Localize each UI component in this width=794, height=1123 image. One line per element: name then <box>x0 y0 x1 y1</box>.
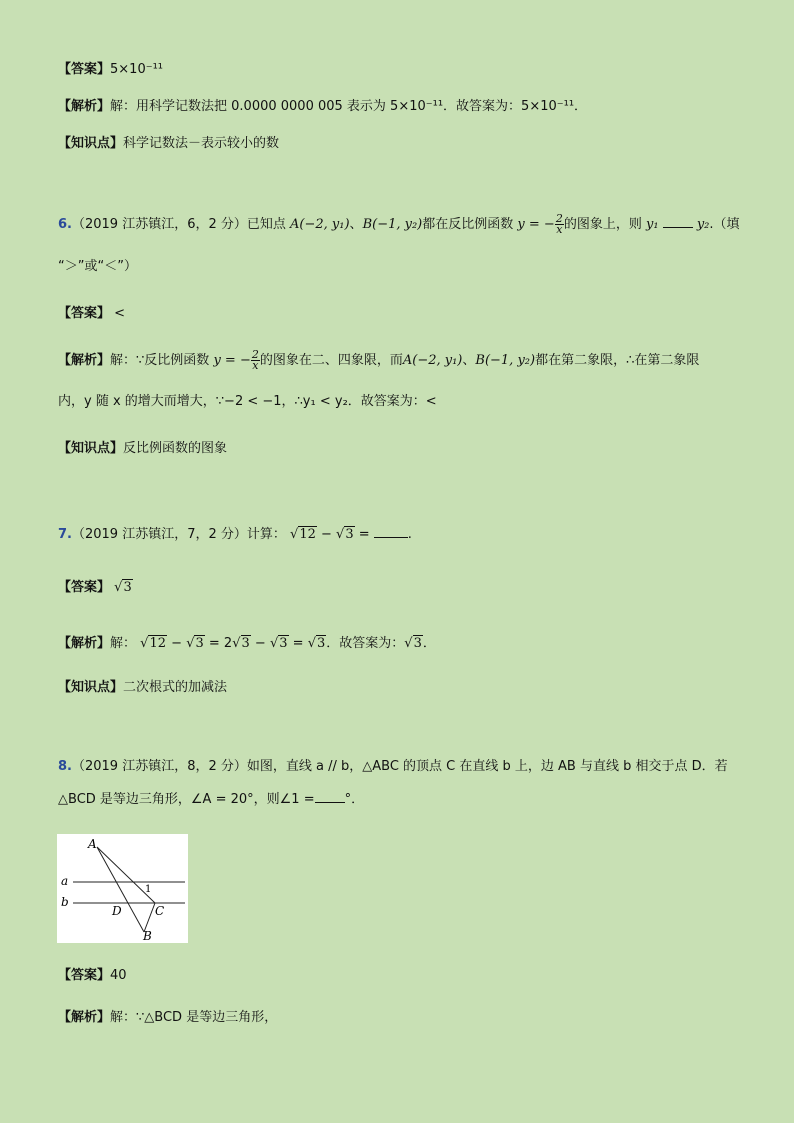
q6-text1: 都在反比例函数 <box>422 217 514 232</box>
sqrt-3: √3 <box>307 636 326 651</box>
label-b: b <box>61 895 69 909</box>
radicand: 3 <box>279 636 288 651</box>
q5-knowledge: 科学记数法－表示较小的数 <box>123 136 280 151</box>
q6-analysis-line2: 内，y 随 x 的增大而增大，∵−2 < −1，∴y₁ < y₂．故答案为：< <box>58 394 437 409</box>
sqrt-3: √3 <box>404 636 422 651</box>
point-b: B(−1, y₂) <box>362 217 423 232</box>
sqrt-3: √3 <box>232 636 250 651</box>
y2: y₂ <box>696 217 710 232</box>
q8-question-line1 <box>58 758 728 776</box>
fraction-numerator: 2 <box>555 212 563 225</box>
q6-question-line1 <box>58 214 740 235</box>
sqrt-3: √3 <box>269 636 288 651</box>
q7-question-line: 7.（2019 江苏镇江，7，2 分）计算： √12 − √3 = . <box>58 527 412 542</box>
radicand: 3 <box>195 636 204 651</box>
analysis-tag: 【解析】 <box>58 1010 111 1025</box>
q6-answer: < <box>114 306 126 321</box>
q6-question-line2 <box>58 258 137 276</box>
radicand: 3 <box>413 636 422 651</box>
q6-line2: “＞”或“＜”） <box>58 259 137 274</box>
label-a: a <box>61 874 69 888</box>
function-left: y = − <box>517 217 555 232</box>
fraction-numerator: 2 <box>251 348 259 361</box>
radicand: 12 <box>299 527 316 542</box>
q8-question-line2 <box>58 790 364 809</box>
q6-knowledge: 反比例函数的图象 <box>123 441 228 456</box>
separator: 、 <box>349 217 363 232</box>
q5-analysis-line <box>58 98 587 116</box>
separator: 、 <box>462 353 476 368</box>
y1: y₁ <box>645 217 659 232</box>
q6-text3: .（填 <box>709 217 740 232</box>
answer-blank <box>374 525 408 538</box>
q6-analysis-b: 的图象在二、四象限，而 <box>259 353 403 368</box>
question-number: 7. <box>58 527 72 542</box>
q6-text2: 的图象上，则 <box>563 217 642 232</box>
q8-line2: △BCD 是等边三角形，∠A = 20°，则∠1 = <box>58 792 315 807</box>
q8-answer: 40 <box>110 968 127 983</box>
q8-source: （2019 江苏镇江，8，2 分）如图，直线 a // b，△ABC 的顶点 C 在直线 b 上，边 AB 与直线 b 相交于点 D．若 <box>71 759 728 774</box>
analysis-tag: 【解析】 <box>58 99 111 114</box>
q7-answer: √3 <box>114 580 132 595</box>
answer-tag: 【答案】 <box>58 580 111 595</box>
analysis-tag: 【解析】 <box>58 636 111 651</box>
knowledge-tag: 【知识点】 <box>58 441 124 456</box>
q7-knowledge-line <box>58 679 227 697</box>
q7-knowledge: 二次根式的加减法 <box>123 680 228 695</box>
label-B: B <box>143 929 152 943</box>
function-left: y = − <box>213 353 251 368</box>
q5-answer-line <box>58 61 163 79</box>
q6-answer-line <box>58 305 125 323</box>
point-a: A(−2, y₁) <box>402 353 463 368</box>
answer-tag: 【答案】 <box>58 306 111 321</box>
q5-knowledge-line <box>58 135 279 153</box>
triangle-diagram <box>57 834 188 943</box>
fraction-denominator: x <box>556 223 563 236</box>
q6-analysis-c: 都在第二象限，∴在第二象限 <box>535 353 700 368</box>
q7-answer-line <box>58 579 133 597</box>
analysis-tag: 【解析】 <box>58 353 111 368</box>
q6-source: （2019 江苏镇江，6，2 分）已知点 <box>71 217 286 232</box>
radicand: 12 <box>149 636 167 651</box>
segment-ab <box>97 847 144 932</box>
radicand: 3 <box>345 527 354 542</box>
label-D: D <box>112 904 122 918</box>
question-number: 8. <box>58 759 72 774</box>
point-b: B(−1, y₂) <box>475 353 536 368</box>
answer-tag: 【答案】 <box>58 968 111 983</box>
answer-blank <box>315 790 345 803</box>
question-number: 6. <box>58 217 72 232</box>
fraction <box>555 214 564 235</box>
segment-cb <box>144 903 155 932</box>
fraction <box>251 350 260 371</box>
sqrt-12: √12 <box>290 527 316 542</box>
q8-line2-end: °． <box>344 792 365 807</box>
knowledge-tag: 【知识点】 <box>58 680 124 695</box>
radicand: 3 <box>317 636 326 651</box>
answer-blank <box>663 215 693 228</box>
q8-answer-line <box>58 967 127 985</box>
sqrt-12: √12 <box>140 636 167 651</box>
q7-analysis-post: ．故答案为： <box>326 636 405 651</box>
q5-answer: 5×10⁻¹¹ <box>110 62 164 77</box>
geometry-figure <box>57 834 188 943</box>
label-angle-1: 1 <box>145 884 152 895</box>
label-C: C <box>155 904 165 918</box>
q7-analysis-pre: 解： <box>110 636 137 651</box>
radicand: 3 <box>241 636 250 651</box>
q6-knowledge-line <box>58 440 227 458</box>
label-A: A <box>88 837 97 851</box>
q7-source: （2019 江苏镇江，7，2 分）计算： <box>71 527 286 542</box>
q6-analysis-line1 <box>58 350 699 371</box>
q8-analysis-line <box>58 1009 277 1027</box>
q8-analysis: 解：∵△BCD 是等边三角形， <box>110 1010 278 1025</box>
knowledge-tag: 【知识点】 <box>58 136 124 151</box>
q6-analysis-a: 解：∵反比例函数 <box>110 353 210 368</box>
sqrt-3: √3 <box>186 636 204 651</box>
fraction-denominator: x <box>252 359 259 372</box>
answer-tag: 【答案】 <box>58 62 111 77</box>
sqrt-3: √3 <box>336 527 354 542</box>
q7-analysis-line: 【解析】解： √12 − √3 = 2√3 − √3 = √3．故答案为：√3． <box>58 636 436 651</box>
radicand: 3 <box>123 580 132 595</box>
point-a: A(−2, y₁) <box>290 217 350 232</box>
q5-analysis: 解：用科学记数法把 0.0000 0000 005 表示为 5×10⁻¹¹．故答案为：5×10⁻¹¹． <box>110 99 588 114</box>
q6-analysis-line2 <box>58 393 437 411</box>
